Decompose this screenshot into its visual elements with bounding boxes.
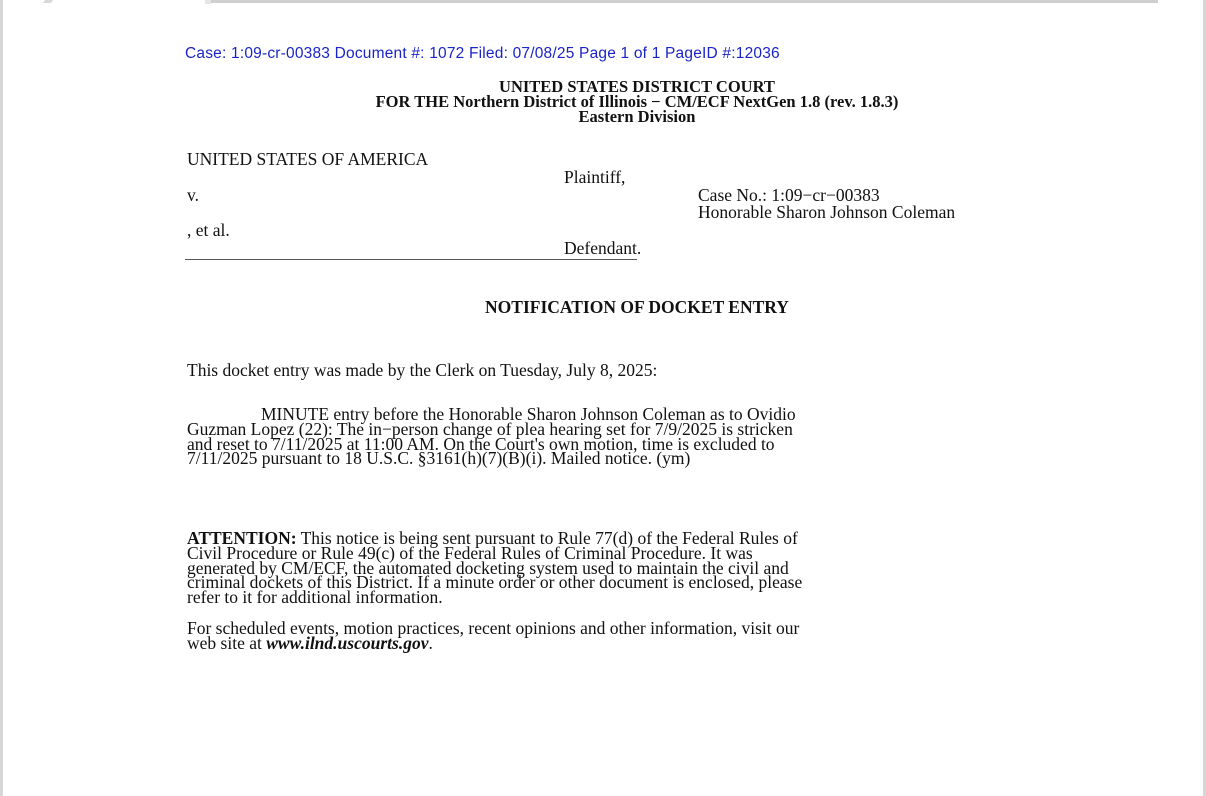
footer-info-line: For scheduled events, motion practices, recent opinions and other information, visit our	[187, 618, 800, 638]
plaintiff-name: UNITED STATES OF AMERICA	[187, 149, 429, 169]
website-link[interactable]: www.ilnd.uscourts.gov	[266, 632, 429, 653]
attention-line: generated by CM/ECF, the automated docketing system used to maintain the civil and	[187, 557, 789, 578]
notice-title: NOTIFICATION OF DOCKET ENTRY	[485, 297, 789, 317]
minute-entry	[187, 404, 1067, 469]
minute-entry-line: 7/11/2025 pursuant to 18 U.S.C. §3161(h)(7)(B)(i). Mailed notice. (ym)	[187, 448, 691, 469]
court-district: FOR THE Northern District of Illinois − CM/ECF NextGen 1.8 (rev. 1.8.3)	[375, 92, 899, 111]
footer-info	[187, 618, 1067, 653]
page-corner-mark	[43, 0, 54, 3]
page-tab-shadow	[205, 0, 211, 4]
defendant-name: , et al.	[187, 220, 230, 240]
minute-entry-line: Guzman Lopez (22): The in−person change of plea hearing set for 7/9/2025 is stricken	[187, 418, 793, 439]
minute-entry-line: MINUTE entry before the Honorable Sharon Johnson Coleman as to Ovidio	[261, 404, 796, 424]
caption-divider	[185, 259, 637, 260]
minute-entry-line: and reset to 7/11/2025 at 11:00 AM. On the Court's own motion, time is excluded to	[187, 433, 775, 454]
court-name: UNITED STATES DISTRICT COURT	[499, 77, 775, 96]
page-top-edge	[210, 0, 1158, 3]
filing-header-stamp: Case: 1:09-cr-00383 Document #: 1072 Filed: 07/08/25 Page 1 of 1 PageID #:12036	[185, 45, 780, 62]
attention-line: refer to it for additional information.	[187, 587, 443, 608]
attention-notice	[187, 528, 1067, 608]
versus-label: v.	[187, 185, 199, 205]
court-division: Eastern Division	[578, 107, 696, 126]
attention-line: Civil Procedure or Rule 49(c) of the Federal Rules of Criminal Procedure. It was	[187, 542, 753, 563]
defendant-role: Defendant.	[564, 238, 642, 258]
attention-line: criminal dockets of this District. If a minute order or other document is enclosed, please	[187, 572, 803, 593]
judge-name: Honorable Sharon Johnson Coleman	[698, 202, 956, 222]
footer-info-line: web site at www.ilnd.uscourts.gov.	[187, 632, 433, 653]
attention-label: ATTENTION:	[187, 528, 297, 548]
page-left-edge	[0, 0, 3, 796]
attention-line: ATTENTION: This notice is being sent pursuant to Rule 77(d) of the Federal Rules of	[187, 528, 798, 548]
entry-intro: This docket entry was made by the Clerk on Tuesday, July 8, 2025:	[187, 360, 658, 380]
plaintiff-role: Plaintiff,	[564, 167, 626, 187]
case-number: Case No.: 1:09−cr−00383	[698, 185, 880, 205]
